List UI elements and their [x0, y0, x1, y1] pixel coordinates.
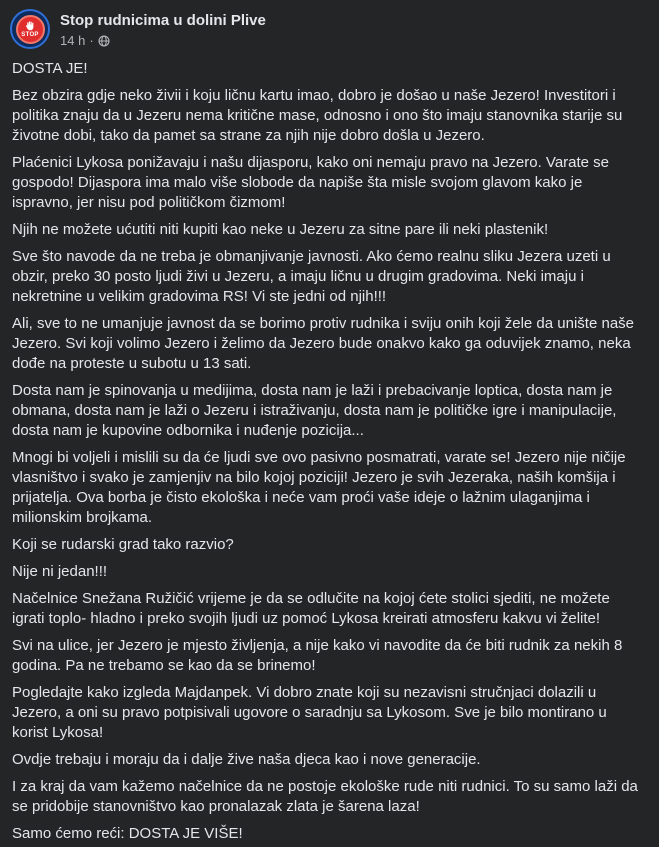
timestamp[interactable]: 14 h: [60, 33, 86, 48]
post-paragraph: Dosta nam je spinovanja u medijima, dosta nam je laži i prebacivanje loptica, dosta nam je obmana, dosta nam je laži o Jezeru i istraživanju, dosta nam je političke igre i manipulacije, dosta nam je kupovine odbornika i nuđenje pozicija...: [12, 382, 617, 439]
post-paragraph: Bez obzira gdje neko živii i koju ličnu kartu imao, dobro je došao u naše Jezero! Investitori i politika znaju da u Jezeru nema kritične mase, odnosno i ono što imaju stanovnika starije su životne dobi, tako da pamet sa strane za njih nije dobro došla u Jezero.: [12, 87, 623, 144]
post-body: [0, 51, 659, 844]
page-name-link[interactable]: Stop rudnicima u dolini Plive: [60, 12, 266, 29]
stop-logo: [16, 15, 45, 44]
post-paragraph: Koji se rudarski grad tako razvio?: [12, 536, 234, 553]
post-paragraph: Sve što navode da ne treba je obmanjivanje javnosti. Ako ćemo realnu sliku Jezera uzeti u obzir, preko 30 posto ljudi živi u Jezeru, a imaju ličnu u drugim gradovima. Neki imaju i nekretnine u velikim gradovima RS! Vi ste jedni od njih!!!: [12, 248, 611, 305]
hand-stop-icon: [25, 21, 36, 31]
post-paragraph: Svi na ulice, jer Jezero je mjesto življenja, a nije kako vi navodite da će biti rudnik za nekih 8 godina. Pa ne trebamo se kao da se brinemo!: [12, 637, 623, 674]
post-paragraph: Samo ćemo reći: DOSTA JE VIŠE!: [12, 825, 243, 842]
post-paragraph: Načelnice Snežana Ružičić vrijeme je da se odlučite na kojoj ćete stolici sjediti, ne možete igrati toplo- hladno i preko svojih ljudi uz pomoć Lykosa kreirati atmosferu kakvu vi želite!: [12, 590, 610, 627]
meta-separator: ·: [89, 33, 94, 48]
post-paragraph: DOSTA JE!: [12, 60, 88, 77]
globe-privacy-icon: [98, 35, 110, 47]
header-text: [60, 9, 266, 48]
post-paragraph: I za kraj da vam kažemo načelnice da ne postoje ekološke rude niti rudnici. To su samo laži da se pridobije stanovništvo kao pronalazak zlata je šarena laza!: [12, 778, 638, 815]
post-paragraph: Mnogi bi voljeli i mislili su da će ljudi sve ovo pasivno posmatrati, varate se! Jezero nije ničije vlasništvo i svako je zamjenjiv na bilo kojoj poziciji! Jezero je svih Jezeraka, naših komšija i prijatelja. Ova borba je čisto ekološka i neće vam proći vaše ideje o lažnim ulaganjima i milionskim brojkama.: [12, 449, 626, 526]
post-paragraph: Njih ne možete ućutiti niti kupiti kao neke u Jezeru za sitne pare ili neki plastenik!: [12, 221, 549, 238]
post-meta: [60, 33, 266, 48]
post-paragraph: Pogledajte kako izgleda Majdanpek. Vi dobro znate koji su nezavisni stručnjaci dolazili u Jezero, a oni su pravo potpisivali ugovore o saradnju sa Lykosom. Sve je bilo montirano u korist Lykosa!: [12, 684, 607, 741]
post-paragraph: Ali, sve to ne umanjuje javnost da se borimo protiv rudnika i sviju onih koji žele da unište naše Jezero. Svi koji volimo Jezero i želimo da Jezero bude onakvo kako ga oduvijek znamo, neka dođe na proteste u subotu u 13 sati.: [12, 315, 635, 372]
post-paragraph: Ovdje trebaju i moraju da i dalje žive naša djeca kao i nove generacije.: [12, 751, 481, 768]
post-paragraph: Plaćenici Lykosa ponižavaju i našu dijasporu, kako oni nemaju pravo na Jezero. Varate se gospodo! Dijaspora ima malo više slobode da napiše šta misle svojom glavom kako je ispravno, jer nisu pod političkom čizmom!: [12, 154, 610, 211]
post-header: [0, 0, 659, 51]
page-avatar[interactable]: [10, 9, 50, 49]
stop-logo-text: STOP: [21, 31, 39, 38]
post-paragraph: Nije ni jedan!!!: [12, 563, 108, 580]
